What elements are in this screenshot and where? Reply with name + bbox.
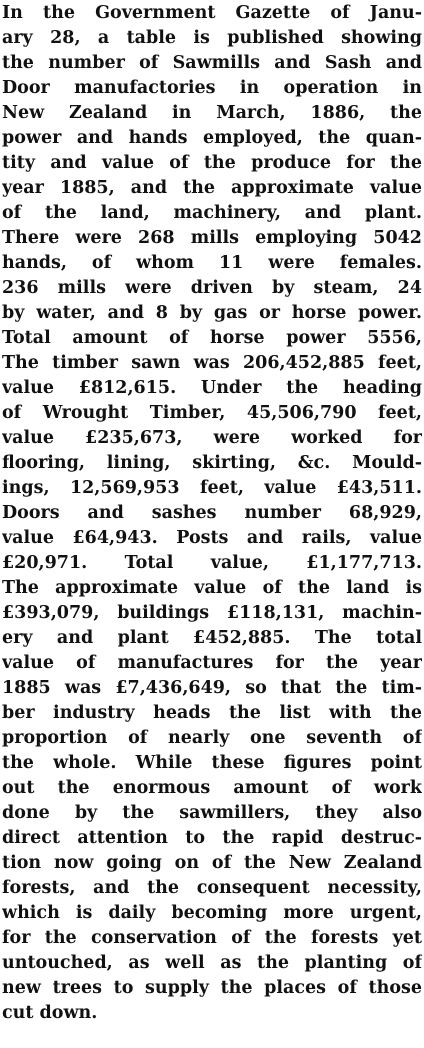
text-line: done by the sawmillers, they also — [2, 803, 422, 823]
text-line: which is daily becoming more urgent, — [2, 903, 422, 923]
text-line: ber industry heads the list with the — [2, 703, 422, 723]
text-line: £393,079, buildings £118,131, machin- — [2, 603, 422, 623]
text-line: tity and value of the produce for the — [2, 153, 422, 173]
text-line: year 1885, and the approximate value — [2, 178, 422, 198]
text-line: The approximate value of the land is — [2, 578, 422, 598]
text-line: by water, and 8 by gas or horse power. — [2, 303, 422, 323]
text-line: the number of Sawmills and Sash and — [2, 53, 422, 73]
text-line: flooring, lining, skirting, &c. Mould- — [2, 453, 422, 473]
text-line: In the Government Gazette of Janu- — [2, 3, 422, 23]
text-line: ery and plant £452,885. The total — [2, 628, 422, 648]
newspaper-article — [2, 0, 422, 1048]
text-line: out the enormous amount of work — [2, 778, 422, 798]
text-line: value £64,943. Posts and rails, value — [2, 528, 422, 548]
text-line: untouched, as well as the planting of — [2, 953, 422, 973]
text-line: of the land, machinery, and plant. — [2, 203, 422, 223]
text-line: proportion of nearly one seventh of — [2, 728, 422, 748]
text-line: ings, 12,569,953 feet, value £43,511. — [2, 478, 422, 498]
text-line: The timber sawn was 206,452,885 feet, — [2, 353, 422, 373]
text-line: Door manufactories in operation in — [2, 78, 422, 98]
text-line: new trees to supply the places of those — [2, 978, 422, 998]
text-line: power and hands employed, the quan- — [2, 128, 422, 148]
text-line: value £235,673, were worked for — [2, 428, 422, 448]
text-line: 1885 was £7,436,649, so that the tim- — [2, 678, 422, 698]
text-line: value £812,615. Under the heading — [2, 378, 422, 398]
text-line: hands, of whom 11 were females. — [2, 253, 422, 273]
text-line: There were 268 mills employing 5042 — [2, 228, 422, 248]
text-line: value of manufactures for the year — [2, 653, 422, 673]
text-line: forests, and the consequent necessity, — [2, 878, 422, 898]
text-line: for the conservation of the forests yet — [2, 928, 422, 948]
text-line: New Zealand in March, 1886, the — [2, 103, 422, 123]
text-line: the whole. While these figures point — [2, 753, 422, 773]
text-line: direct attention to the rapid destruc- — [2, 828, 422, 848]
text-line: tion now going on of the New Zealand — [2, 853, 422, 873]
text-line: Total amount of horse power 5556, — [2, 328, 422, 348]
text-line: cut down. — [2, 1003, 98, 1023]
text-line: Doors and sashes number 68,929, — [2, 503, 422, 523]
text-line: 236 mills were driven by steam, 24 — [2, 278, 422, 298]
text-line: £20,971. Total value, £1,177,713. — [2, 553, 422, 573]
text-line: ary 28, a table is published showing — [2, 28, 422, 48]
text-line: of Wrought Timber, 45,506,790 feet, — [2, 403, 422, 423]
